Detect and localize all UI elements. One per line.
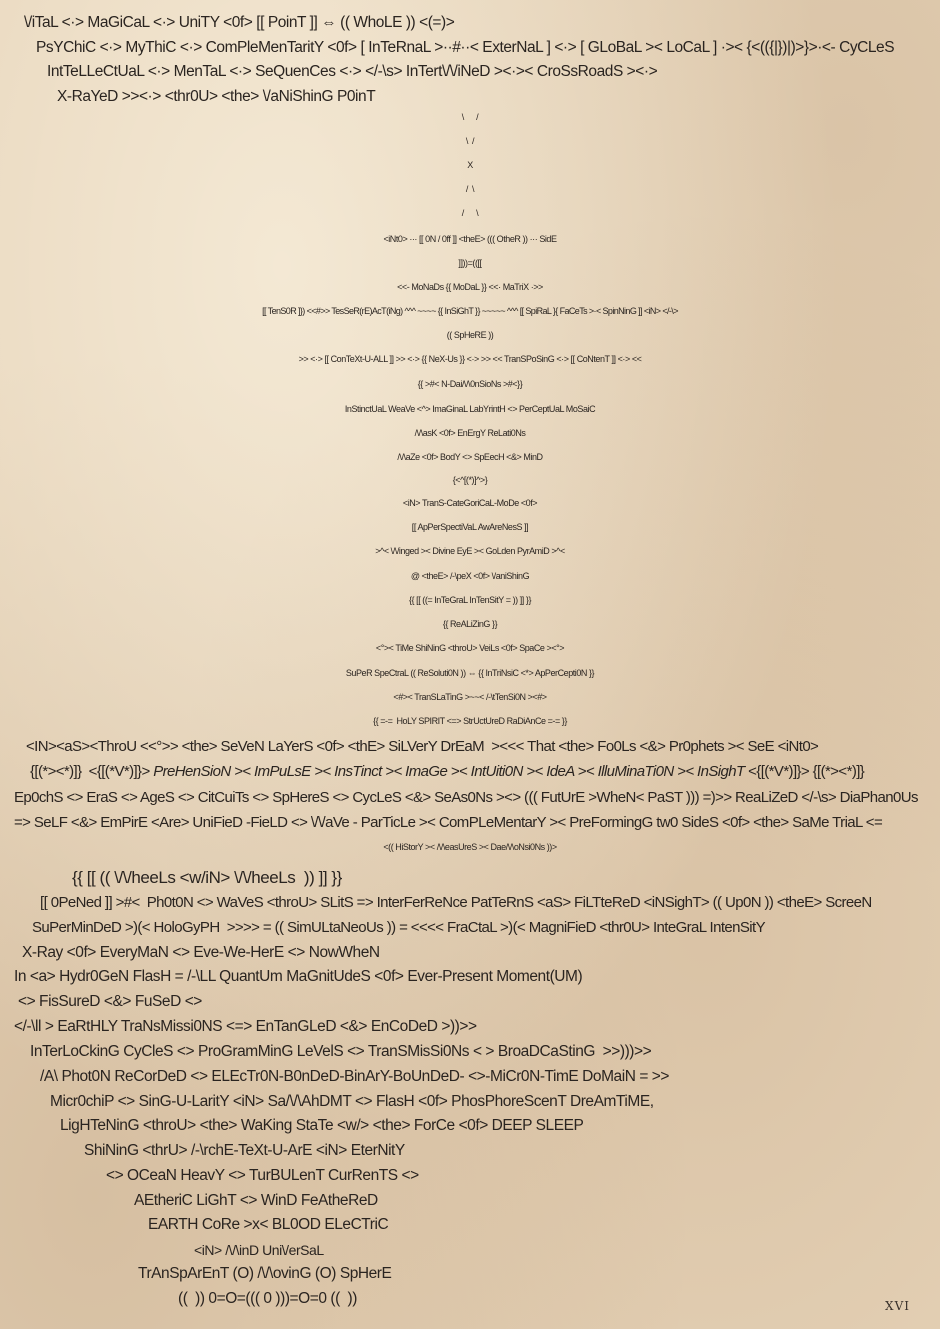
page-number: XVI bbox=[885, 1299, 910, 1313]
vanishing-point-diagram: \ / bbox=[461, 112, 479, 122]
text-line: X-RaYeD >><·> <thr0U> <the> \/aNiShinG P0inT bbox=[57, 88, 376, 105]
text-line: LigHTeNinG <throU> <the> WaKing StaTe <w/> <the> ForCe <0f> DEEP SLEEP bbox=[60, 1117, 584, 1134]
text-line: <IN><aS><ThroU <<°>> <the> SeVeN LaYerS <0f> <thE> SiLVerY DrEaM ><<< That <the> Fo0Ls <&> Pr0phets >< SeE <iNt0> bbox=[26, 738, 819, 755]
text-line: [[ ApPerSpectiVaL AwAreNesS ]] bbox=[411, 522, 529, 532]
text-line: <°>< TiMe ShiNinG <throU> VeiLs <0f> SpaCe ><°> bbox=[375, 643, 565, 653]
text-line: >> <·> [[ ConTeXt-U-ALL ]] >> <·> {{ NeX-Us }} <·> >> << TranSPoSinG <·> [[ CoNtenT ]] <·> << bbox=[298, 354, 642, 364]
text-line: /\/\aZe <0f> BodY <> SpEecH <&> MinD bbox=[397, 452, 543, 462]
text-line: <iN> TranS-CateGoriCaL-MoDe <0f> bbox=[402, 498, 538, 508]
text-line: Ep0chS <> EraS <> AgeS <> CitCuiTs <> SpHereS <> CycLeS <&> SeAs0Ns ><> ((( FutUrE >WheN< PaST ))) =)>> ReaLiZeD </-\s> DiaPhan0Us bbox=[14, 789, 918, 806]
text-line: SuPeR SpeCtraL (( ReSoluti0N )) ⇔ {{ InTriNsiC <*> ApPerCepti0N }} bbox=[345, 668, 595, 678]
text-span: <{[(*V*)]}> {[(*><*)]} bbox=[748, 763, 865, 780]
text-line: <> FisSureD <&> FuSeD <> bbox=[18, 993, 202, 1010]
text-line: <iN> /\/\inD Uni\/erSaL bbox=[194, 1242, 324, 1258]
text-line: SuPerMinDeD >)(< HoloGyPH >>>> = (( SimULtaNeoUs )) = <<<< FraCtaL >)(< MagniFieD <thr0U> InteGraL IntenSitY bbox=[32, 919, 765, 936]
text-line: /\/\asK <0f> EnErgY ReLati0Ns bbox=[414, 428, 526, 438]
text-line: {{ [[ ((= InTeGraL InTenSitY = )) ]] }} bbox=[408, 595, 532, 605]
text-line: InTerLoCkinG CyCleS <> ProGramMinG LeVelS <> TranSMisSi0Ns < > BroaDCaStinG >>)))>> bbox=[30, 1043, 652, 1060]
text-line: InStinctUaL WeaVe <^> ImaGinaL LabYrintH <> PerCeptUaL MoSaiC bbox=[344, 404, 596, 414]
text-line: (( )) 0=O=((( 0 )))=O=0 (( )) bbox=[178, 1290, 357, 1307]
text-line: TrAnSpArEnT (O) /\/\ovinG (O) SpHerE bbox=[138, 1265, 392, 1282]
text-line: ShiNinG <thrU> /-\rchE-TeXt-U-ArE <iN> EterNitY bbox=[84, 1142, 405, 1159]
text-line: <iNt0> ··· [[ 0N / 0ff ]] <theE> ((( OtheR )) ··· SidE bbox=[383, 234, 557, 244]
text-line: EARTH CoRe >x< BL0OD ELeCTriC bbox=[148, 1216, 389, 1233]
text-line: X-Ray <0f> EveryMaN <> Eve-We-HerE <> NowWheN bbox=[22, 944, 380, 961]
text-line: <#>< TranSLaTinG >~~< /-\tTenSi0N ><#> bbox=[393, 692, 547, 702]
text-line: Micr0chiP <> SinG-U-LaritY <iN> Sa/\/\AhDMT <> FlasH <0f> PhosPhoreScenT DreAmTiME, bbox=[50, 1093, 654, 1110]
text-line: <> OCeaN HeavY <> TurBULenT CurRenTS <> bbox=[106, 1167, 419, 1184]
text-line bbox=[30, 763, 914, 781]
text-line: PsYChiC <·> MyThiC <·> ComPleMenTaritY <0f> [ InTeRnaL >··#··< ExterNaL ] <·> [ GLoBaL >< LoCaL ] ·>< {<(({|})|)>}>·<- CyCLeS bbox=[36, 39, 895, 56]
text-line: >^< \/\/inged >< Divine EyE >< GoLden PyrAmiD >^< bbox=[375, 546, 565, 556]
text-line: {{ [[ (( \/\/heeLs <w/iN> \/\/heeLs )) ]] }} bbox=[72, 868, 342, 887]
text-line: /A\ Phot0N ReCorDeD <> ELEcTr0N-B0nDeD-BinArY-BoUnDeD- <>-MiCr0N-TimE DoMaiN = >> bbox=[40, 1068, 669, 1085]
text-line: => SeLF <&> EmPirE <Are> UniFieD -FieLD <> \/\/aVe - ParTicLe >< ComPLeMentarY >< PreFormingG tw0 SideS <0f> <the> SaMe TriaL <= bbox=[14, 814, 883, 831]
text-line: In <a> Hydr0GeN FlasH = /-\LL QuantUm MaGnitUdeS <0f> Ever-Present Moment(UM) bbox=[14, 968, 583, 985]
text-span: PreHenSioN >< ImPuLsE >< InsTinct >< ImaGe >< IntUiti0N >< IdeA >< IlluMinaTi0N >< InSighT bbox=[153, 763, 745, 780]
text-line: ]]))=(([[ bbox=[458, 258, 482, 268]
text-line: {<^[(*)]^>} bbox=[452, 475, 488, 485]
text-line: {{ >#< N-Dai/\/\0nSioNs >#<}} bbox=[417, 379, 523, 389]
text-line: @ <theE> /-\peX <0f> \/aniShinG bbox=[410, 571, 530, 581]
vanishing-point-diagram: X bbox=[467, 160, 473, 170]
text-line: IntTeLLeCtUaL <·> MenTaL <·> SeQuenCes <·> </-\s> InTert\/\/iNeD ><·>< CroSsRoadS ><·> bbox=[47, 63, 658, 80]
vanishing-point-diagram: \ / bbox=[465, 136, 475, 146]
text-line: [[ 0PeNed ]] >#< Ph0t0N <> WaVeS <throU> SLitS => InterFerReNce PatTeRnS <aS> FiLTteReD <iNSighT> (( Up0N )) <theE> ScreeN bbox=[40, 894, 872, 911]
vanishing-point-diagram: / \ bbox=[461, 208, 479, 218]
text-line: [[ TenS0R ]}) <<#>> TesSeR(rE)AcT(iNg) ^^^ ~~~~ {{ InSiGhT }} ~~~~~ ^^^ [[ SpiRaL }{ FaCeTs >·< SpinNinG ]] <iN> </-\> bbox=[262, 306, 678, 316]
text-line: </-\ll > EaRtHLY TraNsMissi0NS <=> EnTanGLeD <&> EnCoDeD >))>> bbox=[14, 1018, 477, 1035]
text-line: <(( HiStorY >< /\/\easUreS >< Dae/\/\oNsi0Ns ))> bbox=[383, 842, 557, 852]
vanishing-point-diagram: / \ bbox=[465, 184, 475, 194]
text-line: \/iTaL <·> MaGiCaL <·> UniTY <0f> [[ PoinT ]] ⇔ (( WhoLE )) <(=)> bbox=[24, 14, 455, 31]
text-span: {[(*><*)]} <{[(*V*)]}> bbox=[30, 763, 150, 780]
text-line: <<- MoNaDs {{ MoDaL }} <<· MaTriX ·>> bbox=[397, 282, 543, 292]
text-line: AEtheriC LiGhT <> WinD FeAtheReD bbox=[134, 1192, 378, 1209]
text-line: (( SpHeRE )) bbox=[446, 330, 494, 340]
text-line: {{ ReALiZinG }} bbox=[442, 619, 498, 629]
text-line: {{ =-= HoLY SPIRIT <=> StrUctUreD RaDiAnCe =-= }} bbox=[373, 716, 567, 726]
